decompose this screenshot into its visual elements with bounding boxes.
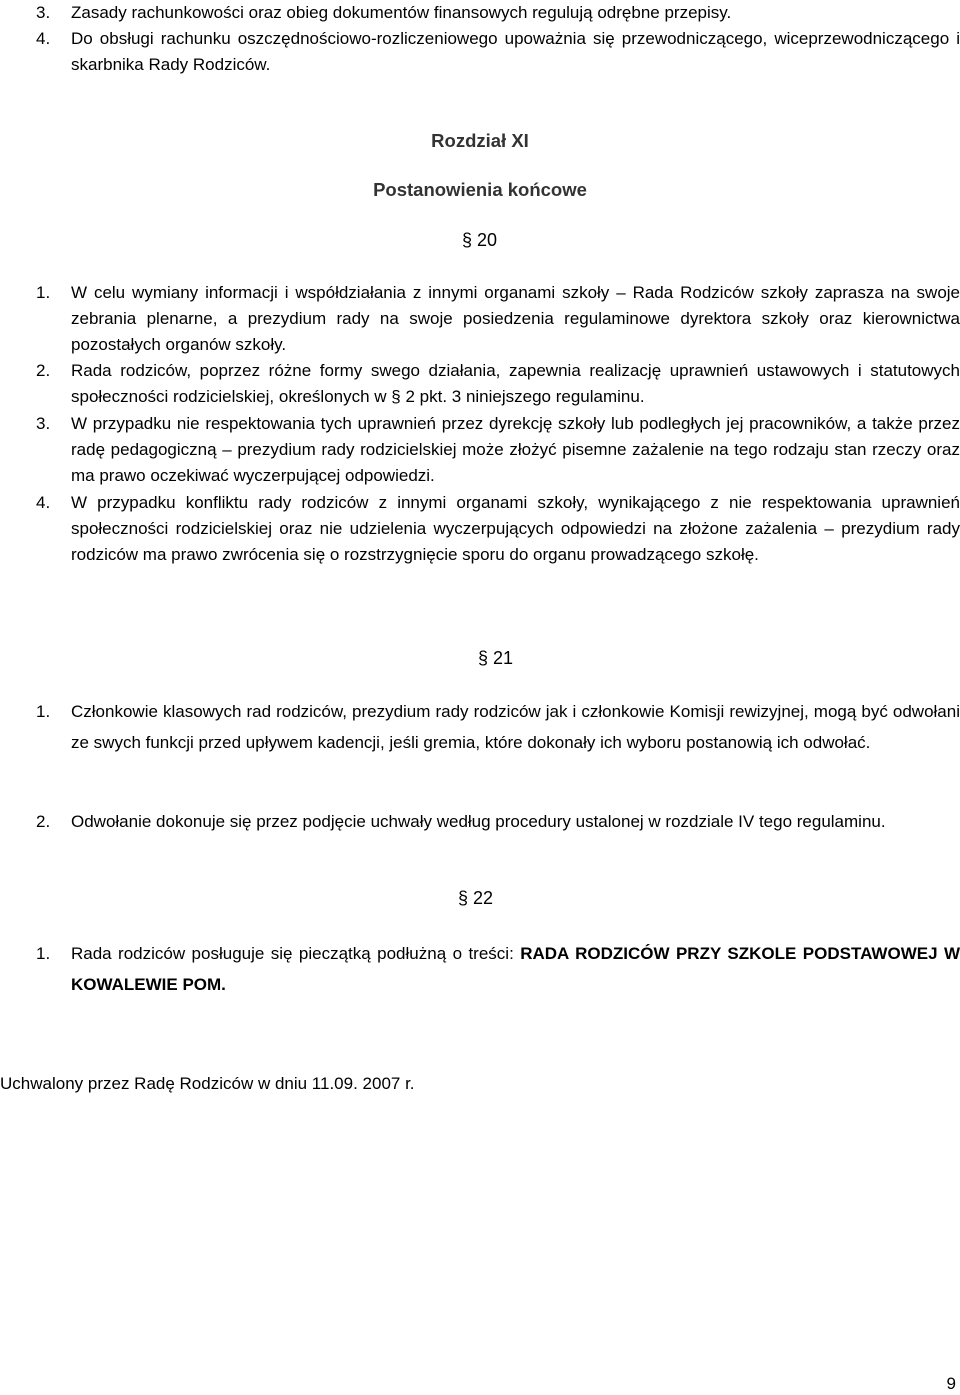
chapter-title: Rozdział XI — [431, 130, 529, 151]
list-item — [36, 696, 960, 758]
list-item — [36, 411, 960, 489]
list-item — [36, 0, 960, 26]
list-item — [36, 938, 960, 1000]
list-item — [36, 806, 960, 837]
item-text: Rada rodziców, poprzez różne formy swego działania, zapewnia realizację uprawnień ustawowych i statutowych społeczności rodzicielskiej, określonych w § 2 pkt. 3 niniejszego regulaminu. — [71, 361, 960, 406]
list-item — [36, 280, 960, 358]
adoption-note: Uchwalony przez Radę Rodziców w dniu 11.09. 2007 r. — [0, 1074, 415, 1093]
item-number: 2. — [36, 361, 51, 380]
item-text: Do obsługi rachunku oszczędnościowo-rozliczeniowego upoważnia się przewodniczącego, wiceprzewodniczącego i skarbnika Rady Rodziców. — [71, 29, 960, 74]
item-text — [71, 938, 960, 1000]
item-number: 3. — [36, 414, 51, 433]
item-number: 4. — [36, 493, 51, 512]
item-number: 1. — [36, 944, 51, 963]
section-sign: § 20 — [462, 230, 498, 250]
list-item — [36, 26, 960, 78]
section-sign: § 22 — [458, 888, 494, 908]
item-number: 4. — [36, 29, 51, 48]
item-text-prefix: Rada rodziców posługuje się pieczątką podłużną o treści: — [71, 944, 521, 963]
list-item — [36, 358, 960, 410]
item-number: 2. — [36, 812, 51, 831]
item-text: Odwołanie dokonuje się przez podjęcie uchwały według procedury ustalonej w rozdziale IV tego regulaminu. — [71, 812, 886, 831]
item-number: 1. — [36, 702, 51, 721]
list-item — [36, 490, 960, 568]
item-text: W przypadku nie respektowania tych uprawnień przez dyrekcję szkoły lub podległych jej pracowników, a także przez radę pedagogiczną – prezydium rady rodzicielskiej może złożyć pisemne zażalenie na tego rodzaju stan rzeczy oraz ma prawo oczekiwać wyczerpującej odpowiedzi. — [71, 414, 960, 485]
section-sign: § 21 — [478, 648, 514, 668]
chapter-subtitle: Postanowienia końcowe — [373, 179, 587, 200]
item-text: Członkowie klasowych rad rodziców, prezydium rady rodziców jak i członkowie Komisji rewizyjnej, mogą być odwołani ze swych funkcji przed upływem kadencji, jeśli gremia, które dokonały ich wyboru postanowią ich odwołać. — [71, 702, 960, 752]
item-text: Zasady rachunkowości oraz obieg dokumentów finansowych regulują odrębne przepisy. — [71, 3, 732, 22]
item-number: 3. — [36, 3, 51, 22]
item-text: W celu wymiany informacji i współdziałania z innymi organami szkoły – Rada Rodziców szkoły zaprasza na swoje zebrania plenarne, a prezydium rady na swoje posiedzenia regulaminowe dyrektora szkoły oraz kierownictwa pozostałych organów szkoły. — [71, 283, 960, 354]
item-number: 1. — [36, 283, 51, 302]
item-text: W przypadku konfliktu rady rodziców z innymi organami szkoły, wynikającego z nie respektowania uprawnień społeczności rodzicielskiej oraz nie udzielenia wyczerpujących odpowiedzi na złożone zażalenia – prezydium rady rodziców ma prawo zwrócenia się o rozstrzygnięcie sporu do organu prowadzącego szkołę. — [71, 493, 960, 564]
stamp-text: RADA RODZICÓW PRZY SZKOLE PODSTAWOWEJ W KOWALEWIE POM. — [71, 944, 960, 994]
page-number: 9 — [946, 1374, 956, 1393]
